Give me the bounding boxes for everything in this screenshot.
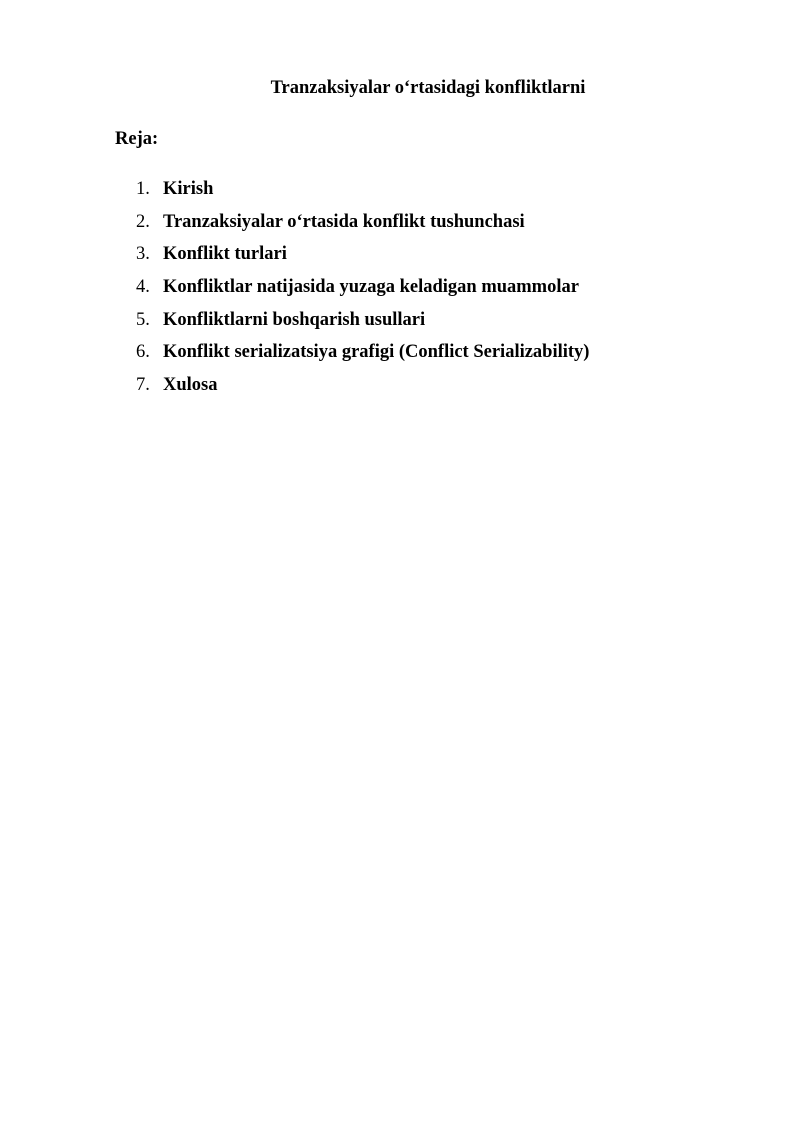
list-item xyxy=(136,242,589,275)
list-item-label: Konfliktlar natijasida yuzaga keladigan muammolar xyxy=(163,277,579,298)
plan-heading: Reja: xyxy=(115,129,159,149)
list-item-label: Xulosa xyxy=(163,375,218,396)
list-item xyxy=(136,177,589,210)
list-item-label: Kirish xyxy=(163,179,214,199)
list-item-number: 2. xyxy=(136,211,150,232)
list-item xyxy=(136,275,589,308)
list-item-number: 7. xyxy=(136,375,150,396)
list-item-number: 4. xyxy=(136,277,150,298)
list-item-number: 1. xyxy=(136,179,150,199)
list-item-label: Tranzaksiyalar o‘rtasida konflikt tushunchasi xyxy=(163,211,525,232)
list-item xyxy=(136,308,589,341)
list-item-number: 6. xyxy=(136,342,150,363)
list-item-label: Konfliktlarni boshqarish usullari xyxy=(163,309,426,330)
list-item-label: Konflikt serializatsiya grafigi (Conflict Serializability) xyxy=(163,342,590,363)
document-title: Tranzaksiyalar o‘rtasidagi konfliktlarni xyxy=(270,78,586,98)
list-item-number: 3. xyxy=(136,244,150,265)
list-item xyxy=(136,340,589,373)
list-item-label: Konflikt turlari xyxy=(163,244,287,265)
list-item-number: 5. xyxy=(136,309,150,330)
list-item xyxy=(136,373,589,406)
plan-list xyxy=(136,177,589,406)
list-item xyxy=(136,210,589,243)
